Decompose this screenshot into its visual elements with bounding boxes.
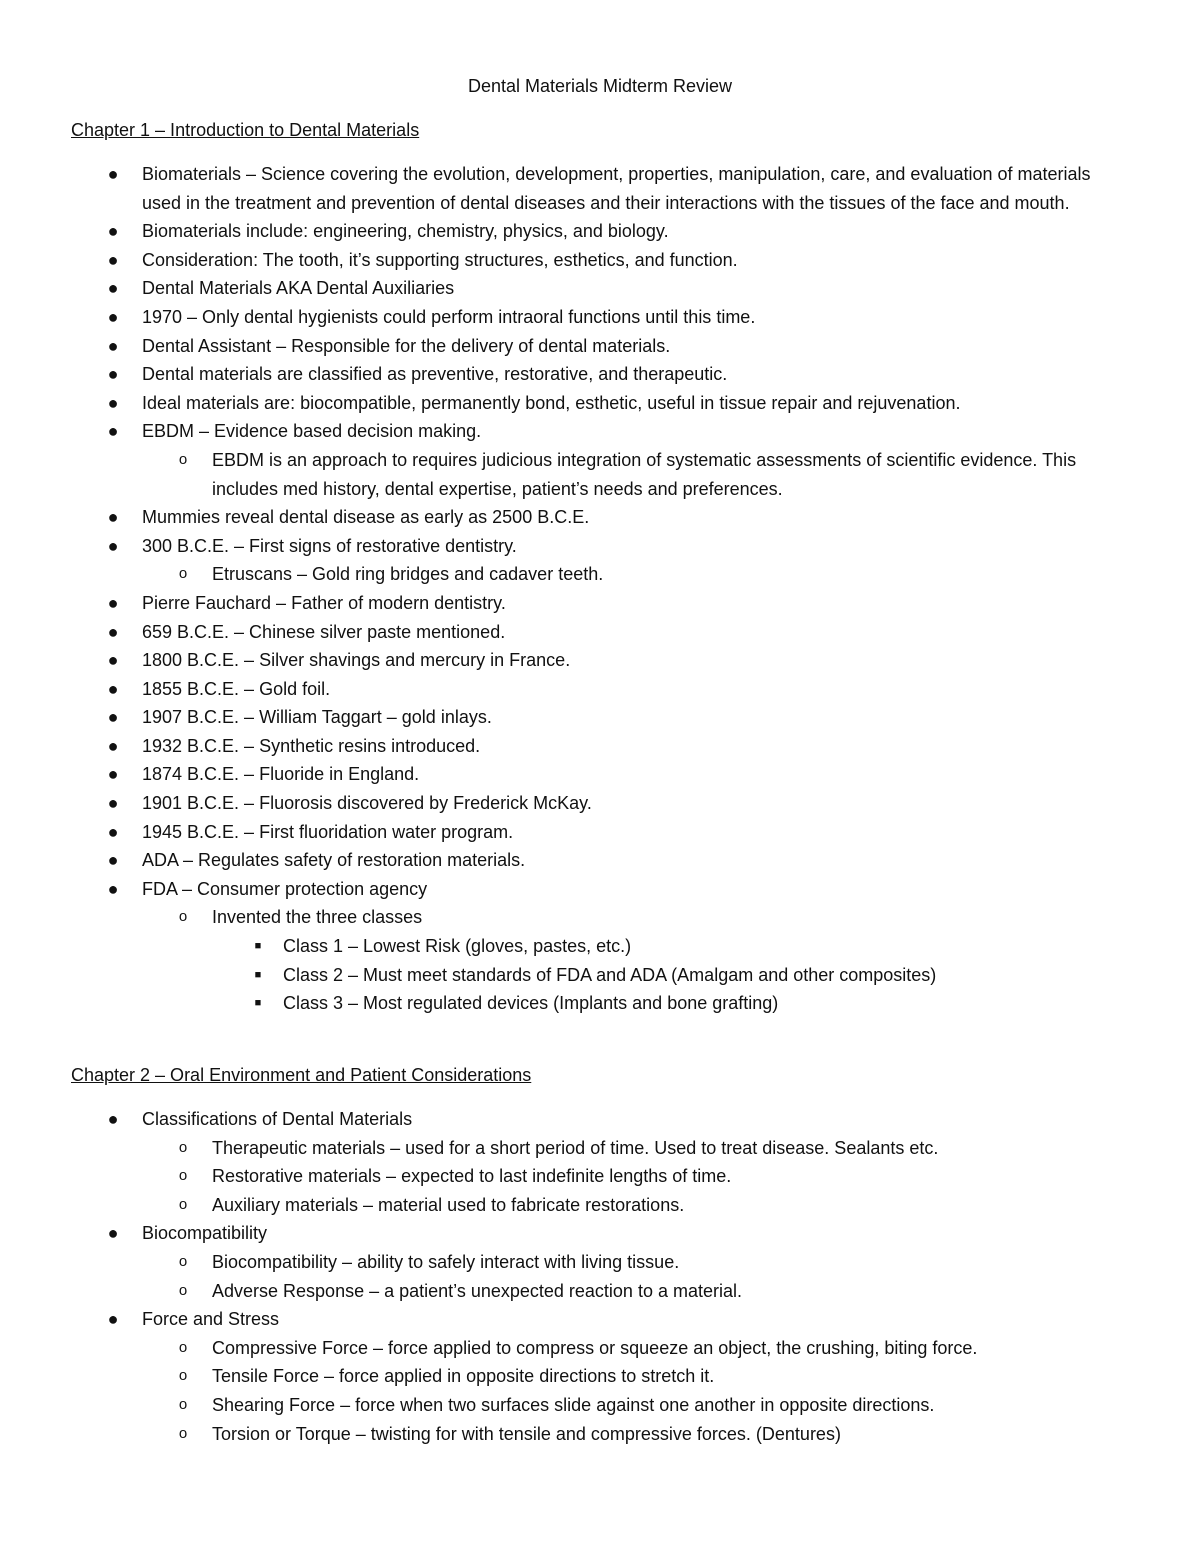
bullet-dot-icon: ● <box>107 421 119 442</box>
chapter-1-heading: Chapter 1 – Introduction to Dental Materials <box>71 120 420 140</box>
bullet-text: Dental Materials AKA Dental Auxiliaries <box>142 278 455 299</box>
bullet-circle-icon: o <box>178 1138 188 1156</box>
bullet-text: Class 3 – Most regulated devices (Implants and bone grafting) <box>283 993 779 1014</box>
bullet-item <box>71 360 1131 389</box>
bullet-item <box>71 818 1131 847</box>
nested-list <box>142 446 1131 503</box>
bullet-text: 1800 B.C.E. – Silver shavings and mercury in France. <box>142 650 571 671</box>
bullet-dot-icon: ● <box>107 878 119 899</box>
chapter-1-list <box>71 160 1131 1018</box>
bullet-text: FDA – Consumer protection agency <box>142 878 428 899</box>
nested-list <box>142 1334 1131 1448</box>
bullet-dot-icon: ● <box>107 1223 119 1244</box>
bullet-dot-icon: ● <box>107 678 119 699</box>
bullet-item <box>71 675 1131 704</box>
sub-bullet-item <box>142 1162 1131 1191</box>
sub-bullet-item <box>142 1191 1131 1220</box>
bullet-dot-icon: ● <box>107 335 119 356</box>
bullet-item <box>71 274 1131 303</box>
sub-bullet-item <box>142 1134 1131 1163</box>
bullet-dot-icon: ● <box>107 164 119 184</box>
bullet-item <box>71 417 1131 503</box>
bullet-item <box>71 303 1131 332</box>
bullet-text: Classifications of Dental Materials <box>142 1109 413 1129</box>
bullet-text: 1874 B.C.E. – Fluoride in England. <box>142 764 420 785</box>
bullet-square-icon: ■ <box>254 968 262 981</box>
bullet-item <box>71 217 1131 246</box>
bullet-text: 1901 B.C.E. – Fluorosis discovered by Frederick McKay. <box>142 793 592 814</box>
bullet-square-icon: ■ <box>254 940 262 953</box>
bullet-dot-icon: ● <box>107 650 119 671</box>
bullet-dot-icon: ● <box>107 392 119 413</box>
bullet-dot-icon: ● <box>107 621 119 642</box>
bullet-item <box>71 1305 1131 1448</box>
nested-list <box>142 1134 1131 1220</box>
bullet-circle-icon: o <box>178 1167 188 1185</box>
bullet-circle-icon: o <box>178 450 188 468</box>
bullet-item <box>71 875 1131 1018</box>
bullet-item <box>71 332 1131 361</box>
bullet-circle-icon: o <box>178 1281 188 1299</box>
nested-list <box>142 560 1131 589</box>
chapter-2-heading: Chapter 2 – Oral Environment and Patient Considerations <box>71 1065 532 1085</box>
bullet-text: 1907 B.C.E. – William Taggart – gold inlays. <box>142 707 492 728</box>
bullet-text: 1855 B.C.E. – Gold foil. <box>142 678 331 699</box>
bullet-text: Class 2 – Must meet standards of FDA and ADA (Amalgam and other composites) <box>283 964 937 985</box>
bullet-text: 659 B.C.E. – Chinese silver paste mentioned. <box>142 621 506 642</box>
bullet-dot-icon: ● <box>107 364 119 385</box>
bullet-text: EBDM – Evidence based decision making. <box>142 421 482 442</box>
bullet-text: Torsion or Torque – twisting for with tensile and compressive forces. (Dentures) <box>212 1423 841 1444</box>
bullet-text: 1932 B.C.E. – Synthetic resins introduced. <box>142 735 481 756</box>
bullet-text: Class 1 – Lowest Risk (gloves, pastes, etc.) <box>283 936 632 957</box>
sub-bullet-item <box>142 903 1131 1017</box>
chapter-2-section <box>71 1061 1131 1448</box>
bullet-text: Restorative materials – expected to last indefinite lengths of time. <box>212 1166 732 1187</box>
bullet-text: Force and Stress <box>142 1309 280 1330</box>
bullet-item <box>71 246 1131 275</box>
bullet-item <box>71 532 1131 589</box>
nested-list <box>142 1248 1131 1305</box>
bullet-item <box>71 389 1131 418</box>
bullet-item <box>71 703 1131 732</box>
bullet-circle-icon: o <box>178 908 188 926</box>
bullet-item <box>71 618 1131 647</box>
bullet-text: Auxiliary materials – material used to fabricate restorations. <box>212 1194 685 1215</box>
sub-bullet-item <box>142 1334 1131 1363</box>
bullet-text: Adverse Response – a patient’s unexpected reaction to a material. <box>212 1280 742 1301</box>
bullet-item <box>71 589 1131 618</box>
bullet-item <box>71 1219 1131 1305</box>
bullet-item <box>71 846 1131 875</box>
bullet-text: Biomaterials – Science covering the evolution, development, properties, manipulation, care, and evaluation of materials used in the treatment and prevention of dental diseases and their interactions with the tissues of the face and mouth. <box>142 164 1091 213</box>
bullet-item <box>71 646 1131 675</box>
bullet-text: Biomaterials include: engineering, chemistry, physics, and biology. <box>142 221 669 242</box>
bullet-text: Ideal materials are: biocompatible, permanently bond, esthetic, useful in tissue repair and rejuvenation. <box>142 392 961 413</box>
bullet-dot-icon: ● <box>107 306 119 327</box>
bullet-circle-icon: o <box>178 1367 188 1385</box>
bullet-dot-icon: ● <box>107 850 119 871</box>
bullet-item <box>71 1105 1131 1219</box>
sub-bullet-item <box>142 446 1131 503</box>
bullet-dot-icon: ● <box>107 507 119 528</box>
bullet-text: Biocompatibility – ability to safely interact with living tissue. <box>212 1251 680 1272</box>
bullet-text: 1970 – Only dental hygienists could perform intraoral functions until this time. <box>142 306 756 327</box>
sub-bullet-item <box>142 1277 1131 1306</box>
bullet-circle-icon: o <box>178 1395 188 1413</box>
bullet-dot-icon: ● <box>107 764 119 785</box>
bullet-square-icon: ■ <box>254 997 262 1010</box>
bullet-dot-icon: ● <box>107 278 119 299</box>
sub-bullet-item <box>142 1248 1131 1277</box>
nested-list <box>142 903 1131 1017</box>
bullet-circle-icon: o <box>178 1338 188 1356</box>
sub-bullet-item <box>142 560 1131 589</box>
bullet-dot-icon: ● <box>107 1109 119 1129</box>
bullet-text: ADA – Regulates safety of restoration materials. <box>142 850 526 871</box>
bullet-text: Biocompatibility <box>142 1223 268 1244</box>
bullet-text: Invented the three classes <box>212 907 423 928</box>
bullet-text: Consideration: The tooth, it’s supporting structures, esthetics, and function. <box>142 249 738 270</box>
sub-sub-bullet-item <box>212 989 1131 1018</box>
bullet-text: EBDM is an approach to requires judicious integration of systematic assessments of scientific evidence. This includes med history, dental expertise, patient’s needs and preferences. <box>212 449 1077 499</box>
bullet-item <box>71 760 1131 789</box>
document-title: Dental Materials Midterm Review <box>467 76 733 96</box>
bullet-text: Dental Assistant – Responsible for the delivery of dental materials. <box>142 335 671 356</box>
bullet-item <box>71 160 1131 217</box>
chapter-2-list <box>71 1105 1131 1448</box>
nested-list <box>212 932 1131 1018</box>
sub-bullet-item <box>142 1391 1131 1420</box>
bullet-circle-icon: o <box>178 1252 188 1270</box>
sub-sub-bullet-item <box>212 932 1131 961</box>
bullet-circle-icon: o <box>178 1195 188 1213</box>
bullet-dot-icon: ● <box>107 793 119 814</box>
bullet-dot-icon: ● <box>107 1309 119 1330</box>
bullet-dot-icon: ● <box>107 249 119 270</box>
bullet-circle-icon: o <box>178 565 188 583</box>
bullet-text: Mummies reveal dental disease as early as 2500 B.C.E. <box>142 507 590 528</box>
bullet-text: Dental materials are classified as preventive, restorative, and therapeutic. <box>142 364 728 385</box>
bullet-text: Therapeutic materials – used for a short period of time. Used to treat disease. Sealants etc. <box>212 1137 939 1158</box>
sub-sub-bullet-item <box>212 961 1131 990</box>
bullet-item <box>71 503 1131 532</box>
bullet-text: Compressive Force – force applied to compress or squeeze an object, the crushing, biting force. <box>212 1337 978 1358</box>
sub-bullet-item <box>142 1362 1131 1391</box>
bullet-dot-icon: ● <box>107 821 119 842</box>
bullet-dot-icon: ● <box>107 592 119 613</box>
bullet-text: Tensile Force – force applied in opposite directions to stretch it. <box>212 1366 715 1387</box>
bullet-text: 1945 B.C.E. – First fluoridation water program. <box>142 821 514 842</box>
bullet-text: Pierre Fauchard – Father of modern dentistry. <box>142 592 506 613</box>
bullet-dot-icon: ● <box>107 707 119 728</box>
bullet-text: Etruscans – Gold ring bridges and cadaver teeth. <box>212 564 604 585</box>
bullet-dot-icon: ● <box>107 221 119 242</box>
bullet-text: 300 B.C.E. – First signs of restorative dentistry. <box>142 535 517 556</box>
bullet-text: Shearing Force – force when two surfaces slide against one another in opposite directions. <box>212 1394 935 1415</box>
bullet-dot-icon: ● <box>107 535 119 556</box>
bullet-item <box>71 732 1131 761</box>
sub-bullet-item <box>142 1420 1131 1449</box>
bullet-dot-icon: ● <box>107 735 119 756</box>
bullet-circle-icon: o <box>178 1424 188 1442</box>
bullet-item <box>71 789 1131 818</box>
chapter-1-section <box>71 116 1131 1018</box>
